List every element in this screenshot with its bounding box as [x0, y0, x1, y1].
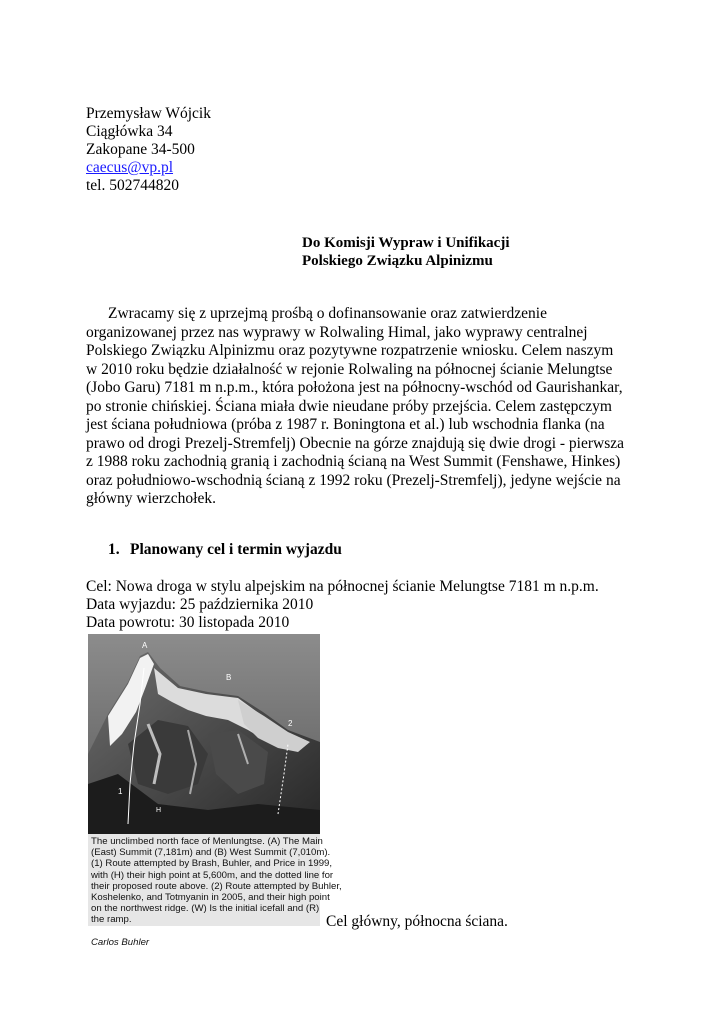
- body-line: jest ściana południowa (próba z 1987 r. Boningtona et al.) lub wschodnia flanka (na: [86, 416, 605, 433]
- caption-line: Koshelenko, and Totmyanin in 2005, and their high point: [91, 892, 330, 904]
- marker-b: B: [226, 673, 232, 682]
- marker-a: A: [142, 641, 148, 650]
- section-heading: [108, 541, 342, 559]
- trip-departure: Data wyjazdu: 25 października 2010: [86, 596, 314, 613]
- caption-line: their proposed route above. (2) Route attempted by Buhler,: [91, 880, 342, 892]
- body-line: główny wierzchołek.: [86, 490, 216, 507]
- body-line: (Jobo Garu) 7181 m n.p.m., która położona jest na północny-wschód od Gaurishankar,: [86, 379, 623, 396]
- recipient-line-1: Do Komisji Wypraw i Unifikacji: [302, 235, 510, 251]
- mountain-photo: [88, 634, 320, 834]
- sender-email-line: [86, 159, 173, 177]
- sender-street: Ciągłówka 34: [86, 123, 173, 140]
- marker-2: 2: [288, 719, 293, 728]
- body-line: organizowanej przez nas wyprawy w Rolwaling Himal, jako wyprawy centralnej: [86, 323, 588, 341]
- body-line: oraz południowo-wschodnią ścianą z 1992 roku (Prezelj-Stremfelj), jedyne wejście na: [86, 471, 621, 489]
- sender-phone: tel. 502744820: [86, 177, 179, 194]
- trip-return: Data powrotu: 30 listopada 2010: [86, 614, 290, 631]
- body-line: po stronie chińskiej. Ściana miała dwie nieudane próby przejścia. Celem zastępczym: [86, 397, 612, 415]
- photo-credit: Carlos Buhler: [91, 936, 150, 948]
- figure-caption: [91, 836, 342, 948]
- caption-line: (1) Route attempted by Brash, Buhler, and Price in 1999,: [91, 858, 333, 870]
- sender-name: Przemysław Wójcik: [86, 105, 211, 122]
- caption-line: The unclimbed north face of Menlungtse. (A) The Main: [91, 836, 323, 847]
- sender-city: Zakopane 34-500: [86, 141, 195, 158]
- trip-details: [86, 578, 599, 632]
- body-line: z 1988 roku zachodnią granią i zachodnią ścianą na West Summit (Fenshawe, Hinkes): [86, 453, 621, 470]
- body-line: prawo od drogi Prezelj-Stremfelj) Obecnie na górze znajdują się dwie drogi - pierwsza: [86, 434, 624, 452]
- body-line: Polskiego Związku Alpinizmu oraz pozytywne rozpatrzenie wniosku. Celem naszym: [86, 342, 614, 359]
- body-paragraph: [86, 305, 646, 509]
- section-number: 1.: [108, 541, 120, 558]
- marker-1: 1: [118, 787, 123, 796]
- section-title: Planowany cel i termin wyjazdu: [130, 541, 342, 558]
- sender-email-link[interactable]: caecus@vp.pl: [86, 159, 174, 176]
- caption-line: on the northwest ridge. (W) Is the initial icefall and (R): [91, 903, 320, 915]
- body-line: w 2010 roku będzie działalność w rejonie Rolwaling na północnej ścianie Melungtse: [86, 360, 613, 378]
- trip-goal: Cel: Nowa droga w stylu alpejskim na północnej ścianie Melungtse 7181 m n.p.m.: [86, 578, 599, 595]
- mountain-figure: [88, 634, 342, 948]
- caption-text: the ramp.: [91, 914, 132, 926]
- recipient-line-2: Polskiego Związku Alpinizmu: [302, 253, 493, 269]
- caption-line-last: [91, 914, 319, 948]
- caption-line: (East) Summit (7,181m) and (B) West Summit (7,010m).: [91, 847, 331, 859]
- body-line: Zwracamy się z uprzejmą prośbą o dofinansowanie oraz zatwierdzenie: [108, 305, 547, 322]
- caption-line: with (H) their high point at 5,600m, and the dotted line for: [91, 869, 334, 881]
- figure-label: Cel główny, północna ściana.: [326, 913, 508, 930]
- marker-h: H: [156, 807, 162, 814]
